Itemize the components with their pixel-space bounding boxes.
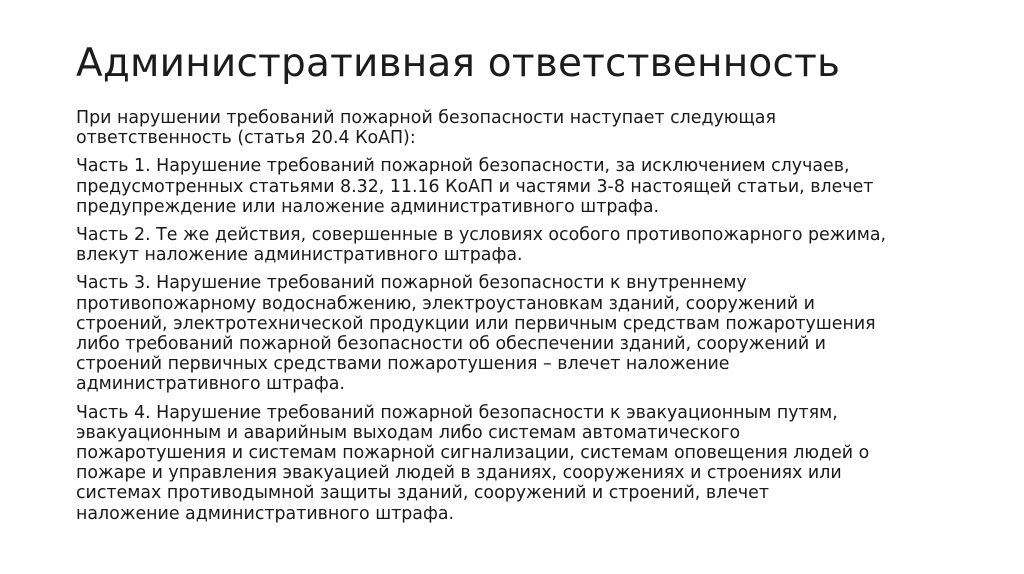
text-line: эвакуационным и аварийным выходам либо системам автоматического (76, 422, 741, 443)
paragraph-part-2 (76, 225, 956, 265)
text-line: строений, электротехнической продукции или первичным средствам пожаротушения (76, 313, 876, 334)
text-line: противопожарному водоснабжению, электроустановкам зданий, сооружений и (76, 293, 815, 314)
text-line: пожаротушения и системам пожарной сигнализации, системам оповещения людей о (76, 443, 870, 464)
paragraph-part-1 (76, 156, 956, 217)
text-line: наложение административного штрафа. (76, 503, 455, 524)
text-line: ответственность (статья 20.4 КоАП): (76, 128, 416, 149)
paragraph-intro (76, 108, 956, 148)
paragraph-part-4 (76, 403, 956, 524)
text-line: Часть 3. Нарушение требований пожарной безопасности к внутреннему (76, 273, 747, 294)
slide-body (76, 108, 956, 532)
text-line: влекут наложение административного штрафа. (76, 245, 523, 266)
text-line: строений первичных средствами пожаротушения – влечет наложение (76, 354, 730, 375)
text-line: предупреждение или наложение административного штрафа. (76, 196, 660, 217)
text-line: системах противодымной защиты зданий, сооружений и строений, влечет (76, 483, 770, 504)
slide-title: Административная ответственность (76, 41, 841, 86)
text-line: пожаре и управления эвакуацией людей в зданиях, сооружениях и строениях или (76, 463, 842, 484)
text-line: Часть 1. Нарушение требований пожарной безопасности, за исключением случаев, (76, 156, 850, 177)
text-line: Часть 2. Те же действия, совершенные в условиях особого противопожарного режима, (76, 225, 886, 246)
text-line: При нарушении требований пожарной безопасности наступает следующая (76, 108, 776, 128)
paragraph-part-3 (76, 273, 956, 394)
text-line: Часть 4. Нарушение требований пожарной безопасности к эвакуационным путям, (76, 402, 838, 423)
text-line: предусмотренных статьями 8.32, 11.16 КоАП и частями 3-8 настоящей статьи, влечет (76, 176, 874, 197)
text-line: административного штрафа. (76, 374, 345, 395)
text-line: либо требований пожарной безопасности об обеспечении зданий, сооружений и (76, 334, 826, 355)
